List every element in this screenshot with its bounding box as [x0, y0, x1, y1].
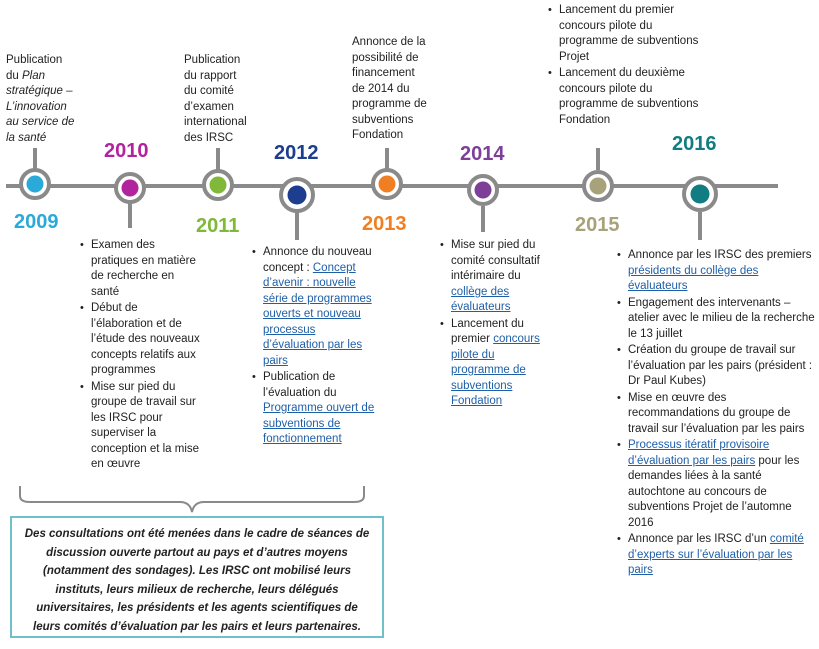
milestone-dot-2012: [288, 186, 307, 205]
event-2014-text: Lancement du premier: [451, 317, 524, 345]
event-2016-text: Annonce par les IRSC d’un: [628, 533, 770, 545]
event-2009-line: Publication: [6, 54, 63, 66]
milestone-dot-2013: [379, 176, 396, 193]
concours-fondation-link[interactable]: concours pilote du programme de subventions Fondation: [451, 333, 540, 407]
milestone-dot-2015: [590, 178, 607, 195]
event-2016-text: pour les demandes liées à la santé autochtone au concours de subventions Projet de l’automne 2016: [628, 454, 800, 529]
events-2010: [80, 238, 200, 474]
event-2016-item: [617, 248, 817, 295]
event-2011-line: du comité: [184, 85, 234, 97]
event-2013-line: possibilité de: [352, 51, 419, 64]
consultation-note: Des consultations ont été menées dans le cadre de séances de discussion ouverte partout au pays et d’autres moyens (notamment des sondages). Les IRSC ont mobilisé leurs instituts, leurs milieux de recherche, leurs délégués universitaires, les présidents et les agents scientifiques de leurs comités d’évaluation par les pairs et leurs partenaires.: [10, 516, 384, 638]
consultation-bracket: [20, 486, 364, 512]
processus-iteratif-link[interactable]: Processus itératif provisoire d’évaluation par les pairs: [628, 439, 770, 467]
year-2012: 2012: [274, 142, 319, 164]
event-2012-text: Publication de l’évaluation du: [263, 371, 337, 399]
year-2014: 2014: [460, 143, 505, 165]
milestone-dot-2016: [691, 185, 710, 204]
event-2014-item: [440, 317, 552, 410]
event-2016-item: [617, 438, 817, 531]
event-2016-item: • Engagement des intervenants – atelier avec le milieu de la recherche le 13 juillet: [617, 296, 817, 343]
event-2009-line: du: [6, 69, 22, 82]
event-2009-line: stratégique –: [6, 85, 73, 97]
event-2015-item: • Lancement du deuxième concours pilote du programme de subventions Fondation: [548, 66, 708, 128]
event-2011-line: du rapport: [184, 69, 237, 82]
event-2013-line: de 2014 du: [352, 82, 410, 95]
event-2009-line: L’innovation: [6, 100, 67, 113]
event-2010-item: • Examen des pratiques en matière de recherche en santé: [80, 238, 200, 300]
concept-avenir-link[interactable]: Concept d’avenir : nouvelle série de programmes ouverts et nouveau processus d’évaluation par les pairs: [263, 261, 372, 367]
event-2009: [6, 53, 86, 146]
events-2012: [252, 245, 377, 449]
event-2013-line: Annonce de la: [352, 36, 426, 48]
event-2013-line: financement: [352, 67, 415, 79]
event-2013: [352, 35, 442, 144]
event-2009-line: au service de: [6, 116, 75, 128]
milestone-dot-2014: [475, 182, 492, 199]
event-2012-item: [252, 370, 377, 448]
event-2011-line: d’examen: [184, 100, 234, 113]
event-2011-line: Publication: [184, 54, 241, 66]
comite-experts-link[interactable]: comité d’experts sur l’évaluation par les pairs: [628, 533, 804, 576]
event-2016-item: • Création du groupe de travail sur l’évaluation par les pairs (président : Dr Paul Kubes): [617, 343, 817, 390]
event-2014-text: Mise sur pied du comité consultatif intérimaire du: [451, 239, 540, 282]
year-2016: 2016: [672, 133, 717, 155]
event-2013-line: subventions: [352, 113, 414, 126]
milestone-dot-2009: [27, 176, 44, 193]
programme-ouvert-link[interactable]: Programme ouvert de subventions de fonctionnement: [263, 402, 375, 445]
event-2015-item: • Lancement du premier concours pilote du programme de subventions Projet: [548, 3, 708, 65]
event-2013-line: Fondation: [352, 129, 404, 141]
event-2011: [184, 53, 264, 146]
event-2016-text: Annonce par les IRSC des premiers: [628, 249, 812, 261]
event-2011-line: international: [184, 116, 247, 128]
event-2009-line: Plan: [22, 69, 46, 82]
events-2016: [617, 248, 817, 580]
year-2013: 2013: [362, 213, 407, 235]
milestone-dot-2011: [210, 177, 227, 194]
event-2010-item: • Mise sur pied du groupe de travail sur les IRSC pour superviser la conception et la mise en œuvre: [80, 380, 200, 473]
college-evaluateurs-link[interactable]: collège des évaluateurs: [451, 285, 511, 313]
event-2013-line: programme de: [352, 98, 427, 110]
event-2011-line: des IRSC: [184, 131, 234, 144]
event-2016-item: • Mise en œuvre des recommandations du groupe de travail sur l’évaluation par les pairs: [617, 391, 817, 438]
year-2010: 2010: [104, 140, 149, 162]
year-2009: 2009: [14, 211, 59, 233]
event-2012-text: Annonce du nouveau concept :: [263, 246, 372, 274]
events-2014: [440, 238, 552, 411]
event-2014-item: [440, 238, 552, 316]
presidents-college-link[interactable]: présidents du collège des évaluateurs: [628, 264, 759, 292]
event-2010-item: • Début de l’élaboration et de l’étude des nouveaux concepts relatifs aux programmes: [80, 301, 200, 379]
event-2016-item: [617, 532, 817, 579]
year-2011: 2011: [196, 215, 240, 237]
milestone-dot-2010: [122, 180, 139, 197]
event-2015: [548, 3, 708, 129]
event-2009-line: la santé: [6, 131, 47, 144]
event-2012-item: [252, 245, 377, 369]
year-2015: 2015: [575, 214, 620, 236]
